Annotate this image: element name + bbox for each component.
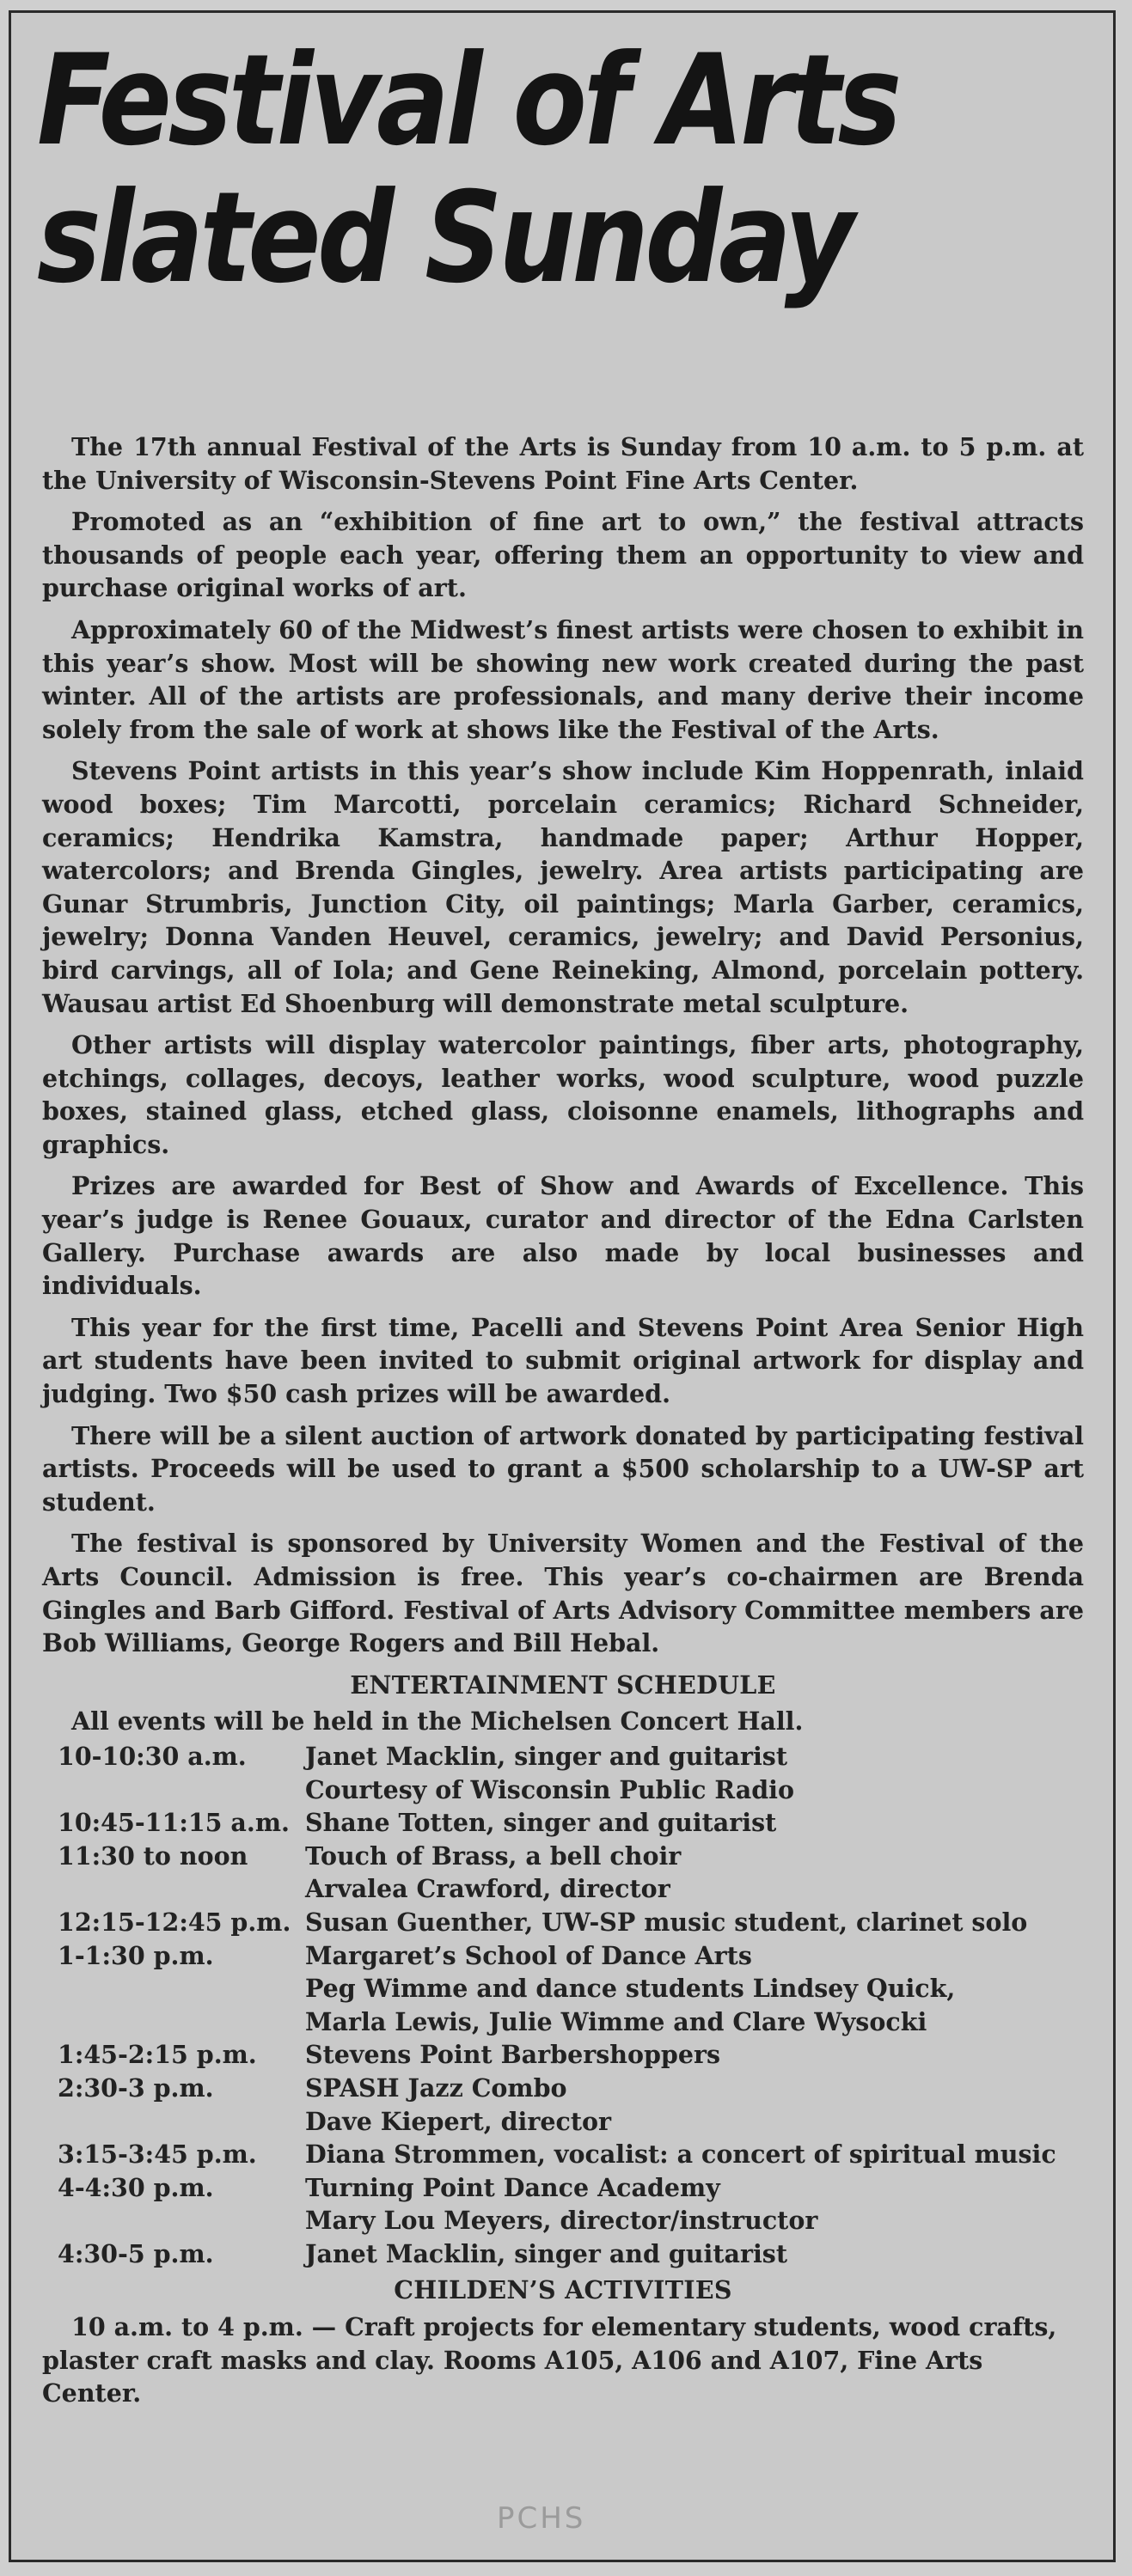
schedule-time: 12:15-12:45 p.m. — [58, 1907, 291, 1937]
schedule-event — [305, 1939, 1084, 2039]
schedule-row — [42, 2237, 1084, 2271]
schedule-row — [42, 2138, 1084, 2171]
paragraph: Stevens Point artists in this year’s show include Kim Hoppenrath, inlaid wood boxes; Tim Marcotti, porcelain ceramics; Richard Schneider, ceramics; Hendrika Kamstra, handmade paper; Arthur Hopper, watercolors; and Brenda Gingles, jewelry. Area artists participating are Gunar Strumbris, Junction City, oil paintings; Marla Garber, ceramics, jewelry; Donna Vanden Heuvel, ceramics, jewelry; and David Personius, bird carvings, all of Iola; and Gene Reineking, Almond, porcelain pottery. Wausau artist Ed Shoenburg will demonstrate metal sculpture. — [42, 756, 1084, 1018]
schedule-time: 1:45-2:15 p.m. — [58, 2040, 257, 2070]
schedule-event-line: Arvalea Crawford, director — [305, 1874, 670, 1904]
schedule-row — [42, 2171, 1084, 2237]
schedule-event — [305, 2138, 1084, 2171]
paragraph: Promoted as an “exhibition of fine art to own,” the festival attracts thousands of people each year, offering them an opportunity to view and purchase original works of art. — [42, 507, 1084, 603]
schedule-event-line: Dave Kiepert, director — [305, 2106, 612, 2136]
paragraph: The 17th annual Festival of the Arts is Sunday from 10 a.m. to 5 p.m. at the University of Wisconsin-Stevens Point Fine Arts Center. — [42, 432, 1084, 495]
schedule-event-line: Stevens Point Barbershoppers — [305, 2040, 721, 2070]
schedule-event-line: Margaret’s School of Dance Arts — [305, 1940, 752, 1970]
schedule-event-line: Peg Wimme and dance students Lindsey Quick, — [305, 1974, 956, 2004]
schedule-row — [42, 1806, 1084, 1840]
schedule-row — [42, 1939, 1084, 2039]
schedule-row — [42, 1840, 1084, 1906]
schedule-event-line: Diana Strommen, vocalist: a concert of spiritual music — [305, 2140, 1056, 2170]
schedule-intro: All events will be held in the Michelsen Concert Hall. — [71, 1706, 804, 1737]
schedule-row — [42, 2038, 1084, 2072]
schedule-event — [305, 1906, 1084, 1939]
schedule-event — [305, 2038, 1084, 2072]
schedule-title: ENTERTAINMENT SCHEDULE — [350, 1670, 776, 1700]
paragraph: The festival is sponsored by University Women and the Festival of the Arts Council. Admission is free. This year’s co-chairmen are Brenda Gingles and Barb Gifford. Festival of Arts Advisory Committee members are Bob Williams, George Rogers and Bill Hebal. — [42, 1529, 1084, 1658]
schedule-event-line: Shane Totten, singer and guitarist — [305, 1808, 777, 1838]
schedule-row — [42, 1740, 1084, 1806]
schedule-list — [42, 1740, 1084, 2271]
schedule-event — [305, 2237, 1084, 2271]
schedule-event-line: Marla Lewis, Julie Wimme and Clare Wysocki — [305, 2006, 927, 2036]
watermark: PCHS — [497, 2501, 586, 2536]
paragraph: Approximately 60 of the Midwest’s finest artists were chosen to exhibit in this year’s show. Most will be showing new work created during the past winter. All of the artists are professionals, and many derive their income solely from the sale of work at shows like the Festival of the Arts. — [42, 614, 1084, 744]
schedule-time: 4:30-5 p.m. — [58, 2238, 214, 2268]
article-body — [42, 430, 1084, 2410]
schedule-row — [42, 2072, 1084, 2138]
schedule-time: 11:30 to noon — [58, 1840, 248, 1871]
headline-line-1: Festival of Arts — [37, 27, 898, 174]
schedule-event — [305, 2072, 1084, 2138]
schedule-event — [305, 1806, 1084, 1840]
schedule-event — [305, 1740, 1084, 1806]
schedule-time: 2:30-3 p.m. — [58, 2072, 214, 2103]
schedule-event-line: Janet Macklin, singer and guitarist — [305, 1741, 788, 1771]
schedule-event-line: Mary Lou Meyers, director/instructor — [305, 2206, 818, 2236]
headline — [37, 27, 898, 311]
newspaper-clipping — [9, 10, 1116, 2562]
schedule-time: 3:15-3:45 p.m. — [58, 2140, 257, 2170]
schedule-event — [305, 1840, 1084, 1906]
schedule-event-line: Touch of Brass, a bell choir — [305, 1840, 682, 1871]
schedule-time: 10-10:30 a.m. — [58, 1741, 247, 1771]
schedule-row — [42, 1906, 1084, 1939]
paragraph: There will be a silent auction of artwork donated by participating festival artists. Proceeds will be used to grant a $500 scholarship to a UW-SP art student. — [42, 1420, 1084, 1517]
paragraph: This year for the first time, Pacelli and Stevens Point Area Senior High art students have been invited to submit original artwork for display and judging. Two $50 cash prizes will be awarded. — [42, 1312, 1084, 1409]
schedule-event — [305, 2171, 1084, 2237]
paragraph: Other artists will display watercolor paintings, fiber arts, photography, etchings, collages, decoys, leather works, wood sculpture, wood puzzle boxes, stained glass, etched glass, cloisonne enamels, lithographs and graphics. — [42, 1030, 1084, 1159]
schedule-time: 4-4:30 p.m. — [58, 2172, 214, 2202]
paragraph: Prizes are awarded for Best of Show and Awards of Excellence. This year’s judge is Renee Gouaux, curator and director of the Edna Carlsten Gallery. Purchase awards are also made by local businesses and individuals. — [42, 1171, 1084, 1301]
schedule-event-line: Courtesy of Wisconsin Public Radio — [305, 1774, 794, 1804]
schedule-time: 1-1:30 p.m. — [58, 1940, 214, 1970]
headline-line-2: slated Sunday — [37, 165, 852, 311]
schedule-event-line: Turning Point Dance Academy — [305, 2172, 720, 2202]
schedule-event-line: SPASH Jazz Combo — [305, 2072, 567, 2103]
children-text: 10 a.m. to 4 p.m. — Craft projects for elementary students, wood crafts, plaster craft masks and clay. Rooms A105, A106 and A107, Fine Arts Center. — [42, 2312, 1057, 2408]
schedule-time: 10:45-11:15 a.m. — [58, 1808, 290, 1838]
schedule-event-line: Janet Macklin, singer and guitarist — [305, 2238, 788, 2268]
children-title: CHILDEN’S ACTIVITIES — [394, 2275, 732, 2305]
schedule-event-line: Susan Guenther, UW-SP music student, clarinet solo — [305, 1907, 1028, 1937]
